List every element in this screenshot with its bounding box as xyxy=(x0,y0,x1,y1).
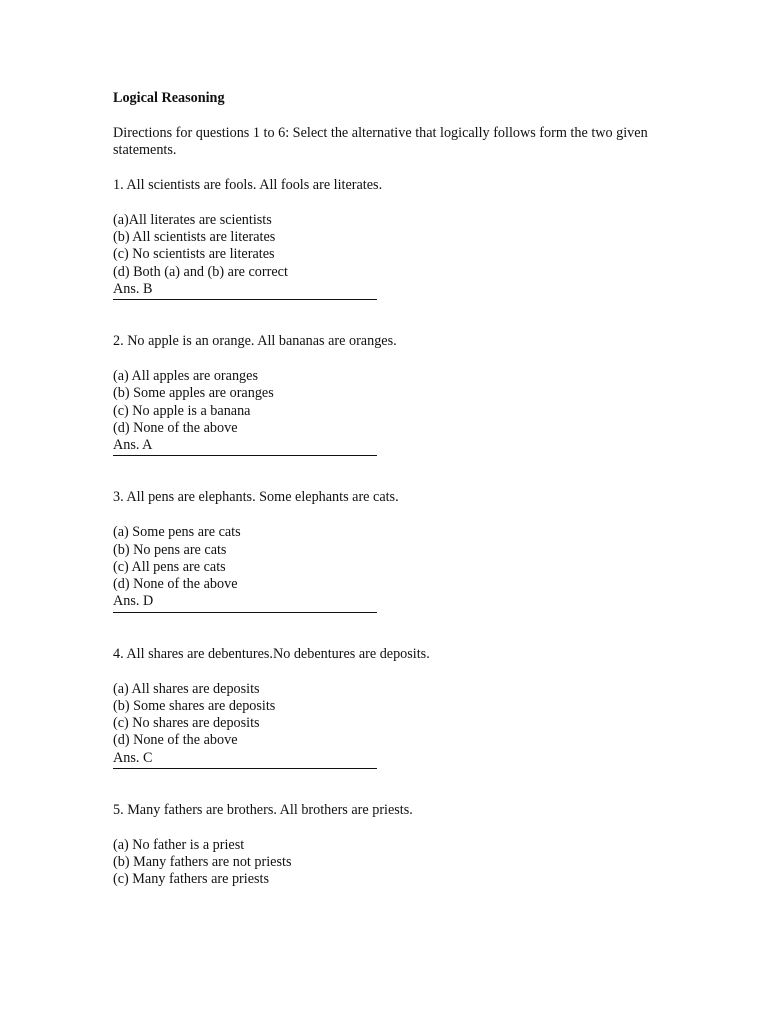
option-d: (d) None of the above xyxy=(113,576,238,593)
option-c: (c) No shares are deposits xyxy=(113,715,260,732)
option-d: (d) Both (a) and (b) are correct xyxy=(113,263,288,280)
answer-text: Ans. A xyxy=(113,437,153,454)
answer-text: Ans. B xyxy=(113,280,153,297)
separator-line xyxy=(113,455,377,456)
question-stem: 3. All pens are elephants. Some elephants are cats. xyxy=(113,489,399,506)
question-4 xyxy=(113,646,728,769)
question-5 xyxy=(113,802,728,889)
question-stem: 4. All shares are debentures.No debentures are deposits. xyxy=(113,645,430,662)
separator-line xyxy=(113,612,377,613)
option-a: (a) No father is a priest xyxy=(113,836,245,853)
option-a: (a)All literates are scientists xyxy=(113,211,272,228)
option-c: (c) No apple is a banana xyxy=(113,402,251,419)
separator-line xyxy=(113,299,377,300)
option-a: (a) All shares are deposits xyxy=(113,680,260,697)
option-b: (b) Some apples are oranges xyxy=(113,385,274,402)
option-a: (a) All apples are oranges xyxy=(113,367,258,384)
option-c: (c) Many fathers are priests xyxy=(113,871,269,888)
answer-text: Ans. C xyxy=(113,749,153,766)
option-b: (b) All scientists are literates xyxy=(113,228,276,245)
option-d: (d) None of the above xyxy=(113,419,238,436)
directions-text: Directions for questions 1 to 6: Select the alternative that logically follows form the two given statements. xyxy=(113,124,648,159)
question-1 xyxy=(113,177,728,300)
question-stem: 2. No apple is an orange. All bananas are oranges. xyxy=(113,333,397,350)
option-a: (a) Some pens are cats xyxy=(113,524,241,541)
option-b: (b) No pens are cats xyxy=(113,541,227,558)
option-b: (b) Some shares are deposits xyxy=(113,697,276,714)
answer-text: Ans. D xyxy=(113,593,154,610)
option-b: (b) Many fathers are not priests xyxy=(113,854,292,871)
option-d: (d) None of the above xyxy=(113,732,238,749)
question-2 xyxy=(113,333,728,456)
question-3 xyxy=(113,489,728,612)
question-stem: 1. All scientists are fools. All fools are literates. xyxy=(113,176,383,193)
document-title: Logical Reasoning xyxy=(113,90,225,106)
question-stem: 5. Many fathers are brothers. All brothers are priests. xyxy=(113,802,413,819)
option-c: (c) No scientists are literates xyxy=(113,246,275,263)
separator-line xyxy=(113,768,377,769)
option-c: (c) All pens are cats xyxy=(113,558,226,575)
